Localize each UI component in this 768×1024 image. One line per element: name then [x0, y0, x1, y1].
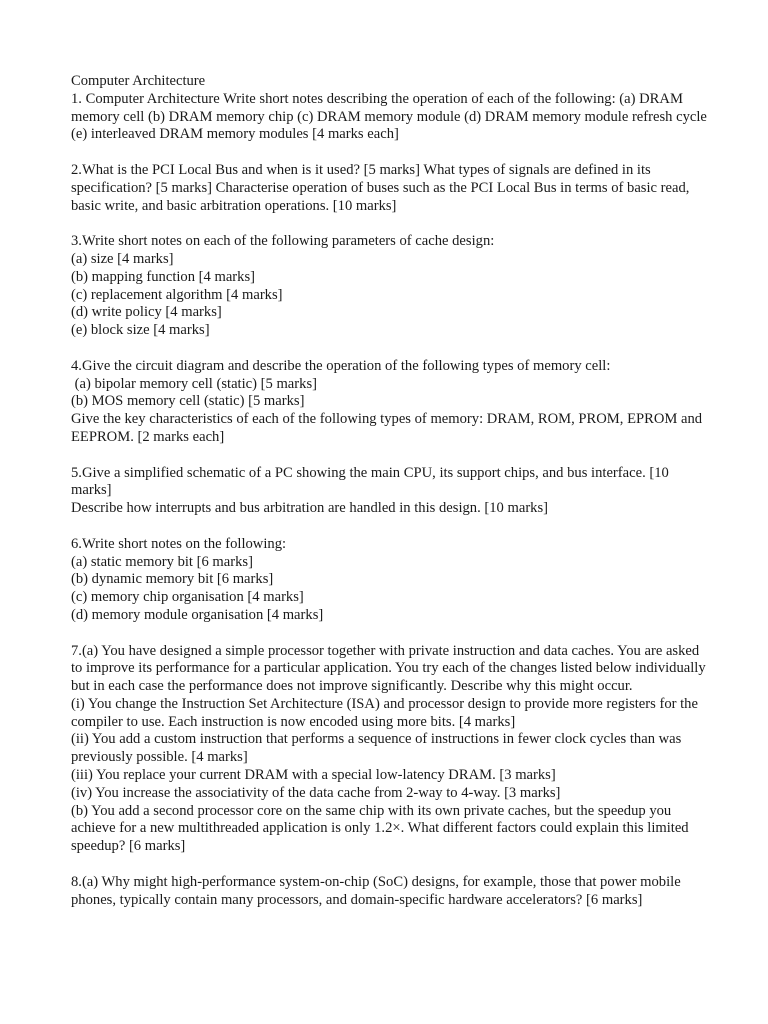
question-2 [71, 162, 711, 215]
question-4 [71, 358, 711, 447]
question-1 [71, 91, 711, 144]
question-subitem: (a) size [4 marks] [71, 250, 174, 267]
question-text: 7.(a) You have designed a simple processor together with private instruction and data caches. You are asked to improve its performance for a particular application. You try each of the changes listed below individually but in each case the performance does not improve significantly. Describe why this might occur. [71, 642, 710, 695]
question-subitem: (b) You add a second processor core on the same chip with its own private caches, but the speedup you achieve for a new multithreaded application is only 1.2×. What different factors could explain this limited speedup? [6 marks] [71, 802, 693, 855]
question-text: 8.(a) Why might high-performance system-on-chip (SoC) designs, for example, those that power mobile phones, typically contain many processors, and domain-specific hardware accelerators? [6 marks] [71, 873, 685, 908]
question-subitem: (ii) You add a custom instruction that performs a sequence of instructions in fewer clock cycles than was previously possible. [4 marks] [71, 731, 685, 766]
question-subitem: (c) replacement algorithm [4 marks] [71, 286, 283, 303]
document-title: Computer Architecture [71, 73, 206, 89]
question-subitem: (d) memory module organisation [4 marks] [71, 606, 324, 623]
question-subitem: (d) write policy [4 marks] [71, 304, 222, 321]
question-text: Describe how interrupts and bus arbitration are handled in this design. [10 marks] [71, 500, 549, 517]
question-subitem: (b) MOS memory cell (static) [5 marks] [71, 393, 305, 410]
question-5 [71, 465, 711, 518]
question-subitem: (b) dynamic memory bit [6 marks] [71, 571, 274, 588]
question-text: 2.What is the PCI Local Bus and when is it used? [5 marks] What types of signals are defined in its specification? [5 marks] Characterise operation of buses such as the PCI Local Bus in terms of basic read, basic write, and basic arbitration operations. [10 marks] [71, 161, 694, 214]
question-3 [71, 233, 711, 340]
question-subitem: (a) static memory bit [6 marks] [71, 553, 253, 570]
question-subitem: (i) You change the Instruction Set Architecture (ISA) and processor design to provide more registers for the compiler to use. Each instruction is now encoded using more bits. [4 marks] [71, 695, 702, 730]
question-text: 6.Write short notes on the following: [71, 535, 287, 552]
document-body [71, 73, 711, 909]
question-text: 4.Give the circuit diagram and describe the operation of the following types of memory cell: [71, 357, 611, 374]
question-text: Give the key characteristics of each of the following types of memory: DRAM, ROM, PROM, EPROM and EEPROM. [2 marks each] [71, 411, 706, 445]
question-subitem: (iii) You replace your current DRAM with a special low-latency DRAM. [3 marks] [71, 767, 556, 784]
question-8 [71, 874, 711, 910]
question-text: 1. Computer Architecture Write short notes describing the operation of each of the following: (a) DRAM memory cell (b) DRAM memory chip (c) DRAM memory module (d) DRAM memory module refresh cycle (e) interleaved DRAM memory modules [4 marks each] [71, 90, 711, 143]
question-6 [71, 536, 711, 625]
question-subitem: (a) bipolar memory cell (static) [5 marks] [71, 375, 317, 392]
question-subitem: (e) block size [4 marks] [71, 322, 210, 339]
question-text: 3.Write short notes on each of the following parameters of cache design: [71, 233, 495, 250]
question-7 [71, 643, 711, 857]
question-text: 5.Give a simplified schematic of a PC showing the main CPU, its support chips, and bus interface. [10 marks] [71, 464, 673, 499]
question-subitem: (c) memory chip organisation [4 marks] [71, 589, 304, 606]
question-subitem: (iv) You increase the associativity of the data cache from 2-way to 4-way. [3 marks] [71, 784, 561, 801]
question-subitem: (b) mapping function [4 marks] [71, 268, 255, 285]
